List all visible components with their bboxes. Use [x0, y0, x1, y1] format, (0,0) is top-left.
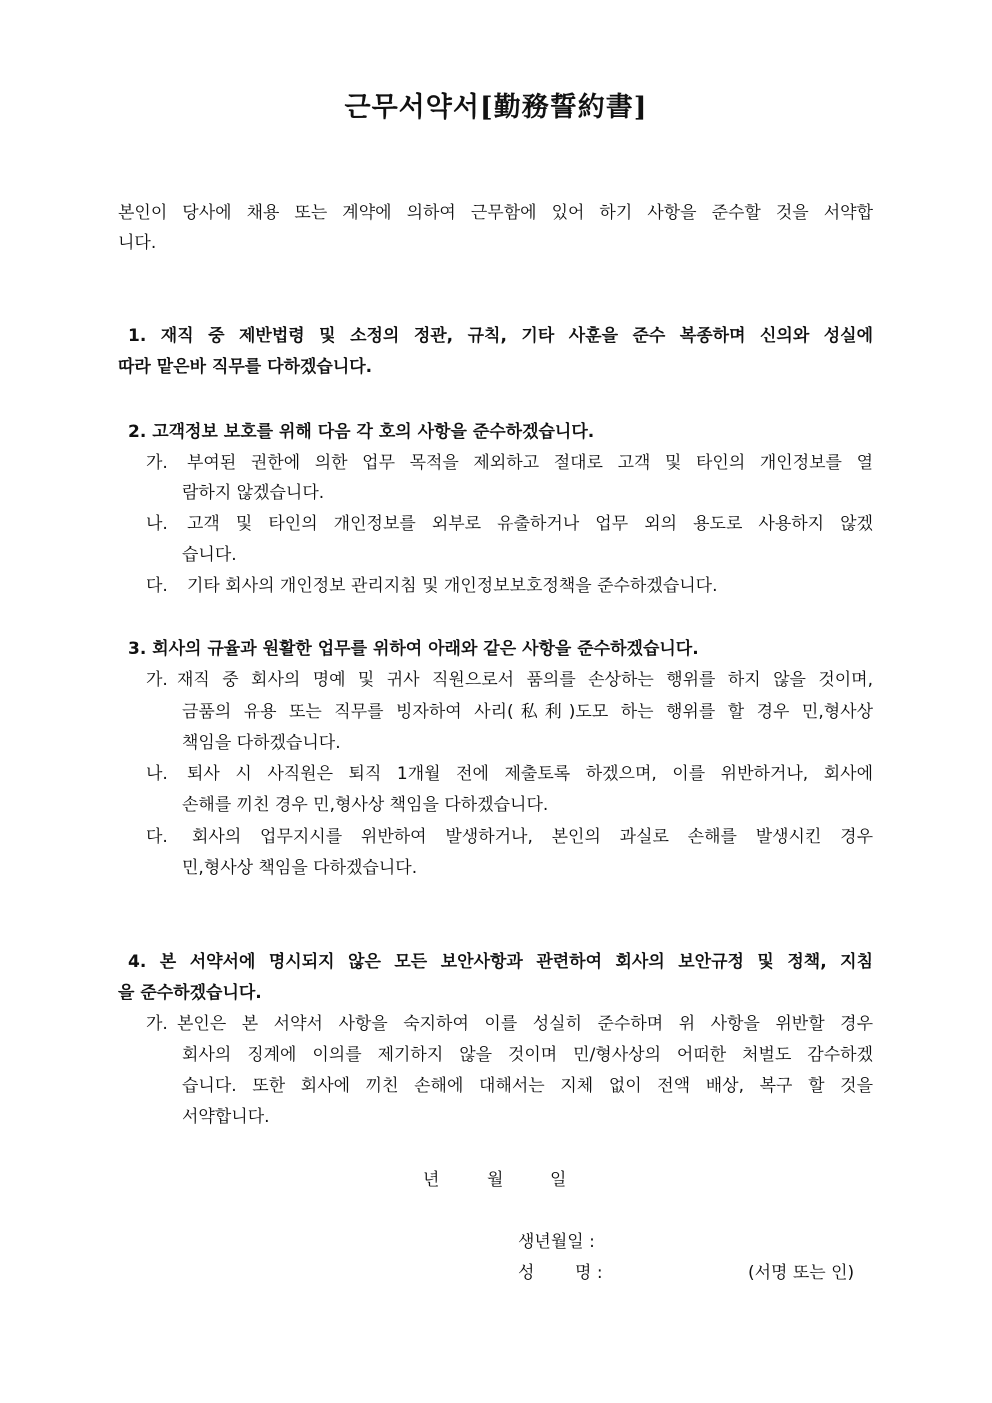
name-label-part-2: 명 :	[575, 1263, 603, 1283]
date-day: 일	[550, 1170, 567, 1190]
section3-item2-line-1: 퇴사 시 사직원은 퇴직 1개월 전에 제출토록 하겠으며, 이를 위반하거나, 회사에	[187, 764, 873, 784]
section3-item2-marker: 나.	[146, 764, 168, 784]
intro-line-1: 본인이 당사에 채용 또는 계약에 의하여 근무함에 있어 하기 사항을 준수할 것을 서약합	[118, 203, 873, 223]
date-year: 년	[423, 1170, 440, 1190]
section4-item1-line-1: 본인은 본 서약서 사항을 숙지하여 이를 성실히 준수하며 위 사항을 위반할 경우	[177, 1014, 873, 1034]
birth-date-label: 생년월일 :	[518, 1232, 595, 1252]
section3-item1-line-2: 금품의 유용 또는 직무를 빙자하여 사리(私利)도모 하는 행위를 할 경우 민,형사상	[182, 702, 873, 722]
section2-item1-line-2: 람하지 않겠습니다.	[182, 483, 325, 503]
section3-item1-line-1: 재직 중 회사의 명예 및 귀사 직원으로서 품의를 손상하는 행위를 하지 않을 것이며,	[177, 670, 873, 690]
section3-item3-line-1: 회사의 업무지시를 위반하여 발생하거나, 본인의 과실로 손해를 발생시킨 경우	[192, 827, 873, 847]
section4-heading-line-1: 4. 본 서약서에 명시되지 않은 모든 보안사항과 관련하여 회사의 보안규정 및 정책, 지침	[128, 952, 873, 972]
intro-line-2: 니다.	[118, 233, 157, 253]
section4-item1-line-2: 회사의 징계에 이의를 제기하지 않을 것이며 민/형사상의 어떠한 처벌도 감수하겠	[182, 1045, 873, 1065]
section3-item1-line-3: 책임을 다하겠습니다.	[182, 733, 341, 753]
section3-item3-line-2: 민,형사상 책임을 다하겠습니다.	[182, 858, 418, 878]
section4-item1-marker: 가.	[146, 1014, 168, 1034]
section1-line-1: 1. 재직 중 제반법령 및 소정의 정관, 규칙, 기타 사훈을 준수 복종하며 신의와 성실에	[128, 326, 873, 346]
date-month: 월	[487, 1170, 504, 1190]
section2-item3-line-1: 기타 회사의 개인정보 관리지침 및 개인정보보호정책을 준수하겠습니다.	[187, 576, 718, 596]
section2-item2-line-2: 습니다.	[182, 545, 237, 565]
section2-item1-line-1: 부여된 권한에 의한 업무 목적을 제외하고 절대로 고객 및 타인의 개인정보를 열	[187, 453, 873, 473]
section3-heading: 3. 회사의 규율과 원활한 업무를 위하여 아래와 같은 사항을 준수하겠습니다.	[128, 639, 699, 659]
section4-item1-line-4: 서약합니다.	[182, 1107, 270, 1127]
name-label-part-1: 성	[518, 1263, 535, 1283]
sign-or-seal-note: (서명 또는 인)	[748, 1263, 855, 1283]
section4-item1-line-3: 습니다. 또한 회사에 끼친 손해에 대해서는 지체 없이 전액 배상, 복구 할 것을	[182, 1076, 873, 1096]
section2-item3-marker: 다.	[146, 576, 168, 596]
section2-item1-marker: 가.	[146, 453, 168, 473]
section3-item2-line-2: 손해를 끼친 경우 민,형사상 책임을 다하겠습니다.	[182, 795, 549, 815]
section3-item1-marker: 가.	[146, 670, 168, 690]
section1-line-2: 따라 맡은바 직무를 다하겠습니다.	[118, 357, 373, 377]
section4-heading-line-2: 을 준수하겠습니다.	[118, 983, 262, 1003]
section2-heading: 2. 고객정보 보호를 위해 다음 각 호의 사항을 준수하겠습니다.	[128, 422, 595, 442]
section2-item2-line-1: 고객 및 타인의 개인정보를 외부로 유출하거나 업무 외의 용도로 사용하지 않겠	[187, 514, 873, 534]
document-title: 근무서약서[勤務誓約書]	[344, 92, 648, 123]
section2-item2-marker: 나.	[146, 514, 168, 534]
section3-item3-marker: 다.	[146, 827, 168, 847]
